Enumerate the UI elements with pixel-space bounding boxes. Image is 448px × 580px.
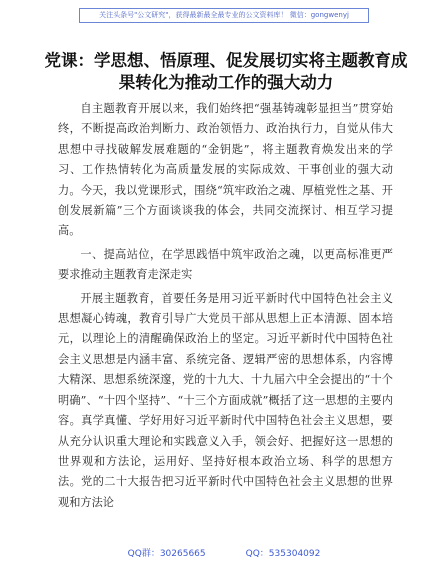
section-heading-paragraph: 一、提高站位，在学思践悟中筑牢政治之魂，以更高标准更严要求推动主题教育走深走实 (58, 247, 393, 282)
qq-number: QQ：535304092 (245, 549, 321, 559)
contact-footer (0, 546, 448, 559)
promo-banner-text: 关注头条号"公文研究"，获得最新最全最专业的公文资料库！ 微信：gongwenyj (99, 11, 349, 19)
document-body (58, 99, 393, 516)
document-title: 党课：学思想、悟原理、促发展切实将主题教育成果转化为推动工作的强大动力 (44, 51, 408, 92)
intro-paragraph: 自主题教育开展以来，我们始终把“强基铸魂彰显担当”贯穿始终，不断提高政治判断力、政治领悟力、政治执行力，自觉从伟大思想中寻找破解发展难题的“金钥匙”，将主题教育焕发出来的学习、工作热情转化为高质量发展的实际成效、干事创业的强大动力。今天，我以党课形式，围绕“筑牢政治之魂、厚植党性之基、开创发展新篇”三个方面谈谈我的体会，共同交流探讨、相互学习提高。 (58, 102, 393, 238)
qq-group-number: QQ群：30265665 (127, 549, 206, 559)
body-paragraph: 开展主题教育，首要任务是用习近平新时代中国特色社会主义思想凝心铸魂，教育引导广大党员干部从思想上正本清源、固本培元，以理论上的清醒确保政治上的坚定。习近平新时代中国特色社会主义思想是内涵丰富、系统完备、逻辑严密的思想体系，内容博大精深、思想系统深邃，党的十九大、十九届六中全会提出的“十个明确”、“十四个坚持”、“十三个方面成就”概括了这一思想的主要内容。真学真懂、学好用好习近平新时代中国特色社会主义思想，要从充分认识重大理论和实践意义入手，领会好、把握好这一思想的世界观和方法论，运用好、坚持好根本政治立场、科学的思想方法。党的二十大报告把习近平新时代中国特色社会主义思想的世界观和方法论 (58, 291, 393, 509)
promo-banner (79, 8, 369, 23)
